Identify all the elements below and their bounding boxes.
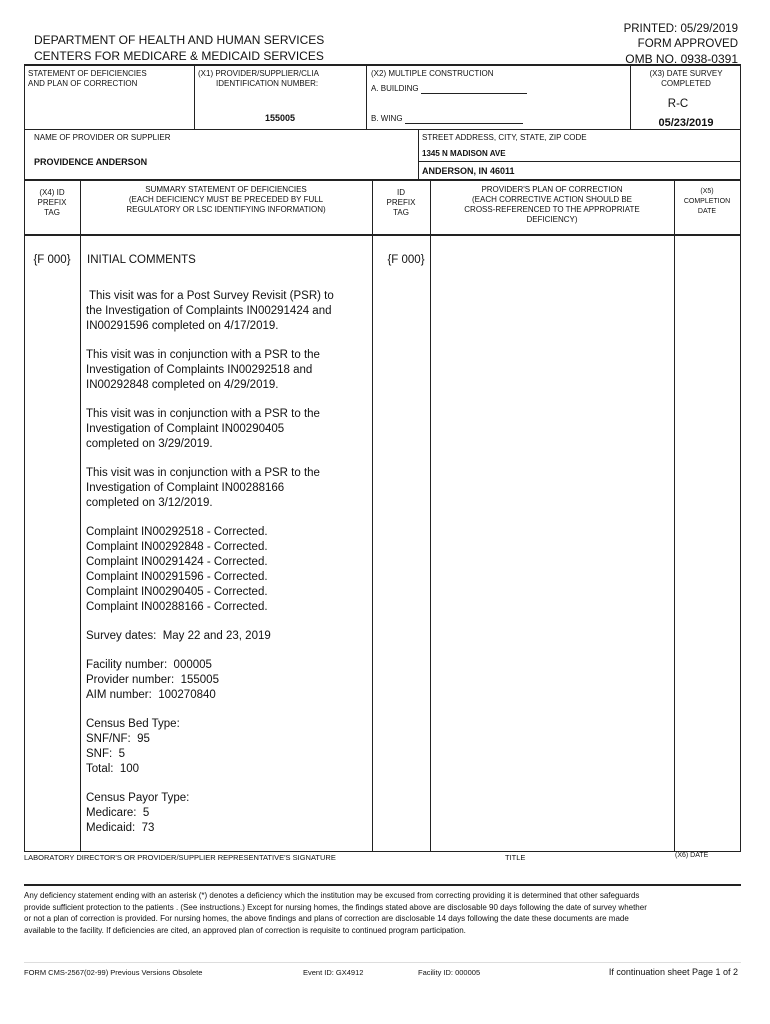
entry-line: Provider number: 155005	[86, 674, 219, 686]
entry-paragraph	[86, 658, 370, 703]
entry-line: Complaint IN00291596 - Corrected.	[86, 571, 268, 583]
x1-label-line: (X1) PROVIDER/SUPPLIER/CLIA	[198, 69, 319, 78]
x4-header-line: PREFIX	[37, 198, 67, 207]
id-header-line: TAG	[393, 208, 409, 217]
omb-number: OMB NO. 0938-0391	[625, 52, 738, 66]
summary-header-line: (EACH DEFICIENCY MUST BE PRECEDED BY FULL	[128, 195, 324, 204]
title-label: TITLE	[505, 853, 526, 862]
x5-header-line: DATE	[697, 208, 717, 215]
entry-paragraph	[86, 466, 370, 511]
entry-line: completed on 3/29/2019.	[86, 438, 213, 450]
footer-rule	[24, 962, 741, 963]
entry-title: INITIAL COMMENTS	[87, 254, 196, 266]
signature-bottom	[24, 884, 741, 886]
x4-header-line: TAG	[44, 208, 60, 217]
entry-line: This visit was in conjunction with a PSR to the	[86, 408, 320, 420]
wing-label: B. WING	[371, 114, 403, 123]
x5-header	[674, 187, 740, 217]
x1-label-line: IDENTIFICATION NUMBER:	[216, 79, 319, 88]
entry-line: Complaint IN00290405 - Corrected.	[86, 586, 268, 598]
signature-label: LABORATORY DIRECTOR'S OR PROVIDER/SUPPLIER REPRESENTATIVE'S SIGNATURE	[24, 853, 336, 862]
x5-header-line: (X5)	[700, 188, 714, 195]
plan-header-line: CROSS-REFERENCED TO THE APPROPRIATE	[464, 205, 640, 214]
disclosure-note: Any deficiency statement ending with an asterisk (*) denotes a deficiency which the institution may be excused from correcting providing it is determined that other safeguards provide sufficient protection to the patients . (See instructions.) Except for nursing homes, the findings stated above are disclosable 90 days following the date of survey whether or not a plan of correction is provided. For nursing homes, the above findings and plans of correction are disclosable 14 days following the date these documents are made available to the facility. If deficiencies are cited, an approved plan of correction is requisite to continued program participation.	[24, 891, 647, 935]
entry-paragraph	[86, 289, 370, 334]
form-number: FORM CMS-2567(02-99) Previous Versions Obsolete	[24, 968, 203, 977]
plan-header-line: (EACH CORRECTIVE ACTION SHOULD BE	[471, 195, 633, 204]
col-divider-3	[430, 180, 431, 852]
id-header-line: ID	[397, 188, 405, 197]
wing-field	[371, 114, 523, 124]
entry-line: the Investigation of Complaints IN00291424 and	[86, 305, 332, 317]
entry-body	[86, 289, 370, 850]
plan-header-line: DEFICIENCY)	[526, 215, 578, 224]
printed-date: PRINTED: 05/29/2019	[623, 23, 738, 35]
entry-line: IN00291596 completed on 4/17/2019.	[86, 320, 279, 332]
entry-line: Investigation of Complaints IN00292518 and	[86, 364, 313, 376]
x4-header	[24, 188, 80, 218]
id-header	[372, 188, 430, 218]
entry-paragraph	[86, 629, 370, 644]
col-divider-1	[80, 180, 81, 852]
id-header-line: PREFIX	[386, 198, 416, 207]
summary-header-line: SUMMARY STATEMENT OF DEFICIENCIES	[145, 185, 307, 194]
entry-line: Census Bed Type:	[86, 718, 180, 730]
entry-paragraph	[86, 717, 370, 777]
continuation-note: If continuation sheet Page 1 of 2	[608, 967, 738, 977]
event-id: Event ID: GX4912	[303, 968, 364, 977]
entry-line: Complaint IN00292518 - Corrected.	[86, 526, 268, 538]
date-label: (X6) DATE	[675, 852, 709, 859]
plan-header-line: PROVIDER'S PLAN OF CORRECTION	[481, 185, 623, 194]
entry-line: Complaint IN00288166 - Corrected.	[86, 601, 268, 613]
entry-line: Medicaid: 73	[86, 822, 155, 834]
entry-paragraph	[86, 791, 370, 836]
address-label: STREET ADDRESS, CITY, STATE, ZIP CODE	[422, 133, 587, 142]
col-divider-2	[372, 180, 373, 852]
signature-rule	[24, 851, 741, 852]
x1-label	[198, 69, 362, 89]
entry-line: This visit was in conjunction with a PSR to the	[86, 467, 320, 479]
x3-label	[631, 69, 741, 89]
row1-bottom	[24, 129, 741, 130]
entry-line: Facility number: 000005	[86, 659, 212, 671]
survey-date: 05/23/2019	[658, 117, 714, 129]
entry-paragraph	[86, 525, 370, 615]
statement-label-line: STATEMENT OF DEFICIENCIES	[28, 69, 147, 78]
building-field	[371, 84, 527, 94]
entry-line: SNF/NF: 95	[86, 733, 150, 745]
wing-line	[405, 114, 523, 124]
address-divider	[418, 161, 740, 162]
entry-line: Total: 100	[86, 763, 140, 775]
entry-paragraph	[86, 348, 370, 393]
x5-header-line: COMPLETION	[683, 198, 731, 205]
entry-line: completed on 3/12/2019.	[86, 497, 213, 509]
entry-line: SNF: 5	[86, 748, 125, 760]
entry-line: Census Payor Type:	[86, 792, 190, 804]
plan-header	[430, 185, 674, 225]
provider-name: PROVIDENCE ANDERSON	[34, 157, 148, 167]
statement-label-line: AND PLAN OF CORRECTION	[28, 79, 138, 88]
tag-prefix-right: {F 000}	[387, 254, 425, 266]
entry-line: Complaint IN00291424 - Corrected.	[86, 556, 268, 568]
x2-label: (X2) MULTIPLE CONSTRUCTION	[371, 69, 494, 78]
x3-label-line: COMPLETED	[661, 79, 711, 88]
summary-header-line: REGULATORY OR LSC IDENTIFYING INFORMATION)	[126, 205, 326, 214]
facility-id: Facility ID: 000005	[418, 968, 481, 977]
provider-label: NAME OF PROVIDER OR SUPPLIER	[34, 133, 171, 142]
divider-x2	[366, 64, 367, 130]
statement-label	[28, 69, 147, 89]
row2-bottom	[24, 179, 741, 181]
entry-line: Investigation of Complaint IN00288166	[86, 482, 285, 494]
entry-line: Survey dates: May 22 and 23, 2019	[86, 630, 271, 642]
form-status	[624, 22, 738, 67]
entry-line: This visit was for a Post Survey Revisit (PSR) to	[86, 290, 334, 302]
entry-line: Medicare: 5	[86, 807, 150, 819]
form-approved: FORM APPROVED	[637, 38, 738, 50]
frame-top	[24, 64, 741, 66]
survey-code: R-C	[667, 98, 689, 110]
header-bottom	[24, 234, 741, 236]
x4-header-line: (X4) ID	[39, 188, 65, 197]
department-name: DEPARTMENT OF HEALTH AND HUMAN SERVICES	[34, 33, 325, 47]
provider-id-value: 155005	[264, 113, 296, 123]
building-label: A. BUILDING	[371, 84, 419, 93]
centers-name: CENTERS FOR MEDICARE & MEDICAID SERVICES	[34, 49, 324, 63]
frame-left	[24, 64, 25, 852]
entry-line: Investigation of Complaint IN00290405	[86, 423, 285, 435]
divider-address	[418, 129, 419, 180]
col-divider-4	[674, 180, 675, 852]
address-line-1: 1345 N MADISON AVE	[422, 149, 506, 158]
x3-label-line: (X3) DATE SURVEY	[649, 69, 723, 78]
entry-line: This visit was in conjunction with a PSR to the	[86, 349, 320, 361]
entry-line: IN00292848 completed on 4/29/2019.	[86, 379, 279, 391]
summary-header	[80, 185, 372, 215]
entry-paragraph	[86, 407, 370, 452]
address-line-2: ANDERSON, IN 46011	[422, 166, 515, 176]
building-line	[421, 84, 527, 94]
agency-header	[34, 32, 324, 64]
tag-prefix-left: {F 000}	[33, 254, 71, 266]
frame-right	[740, 64, 741, 852]
entry-line: Complaint IN00292848 - Corrected.	[86, 541, 268, 553]
entry-line: AIM number: 100270840	[86, 689, 216, 701]
